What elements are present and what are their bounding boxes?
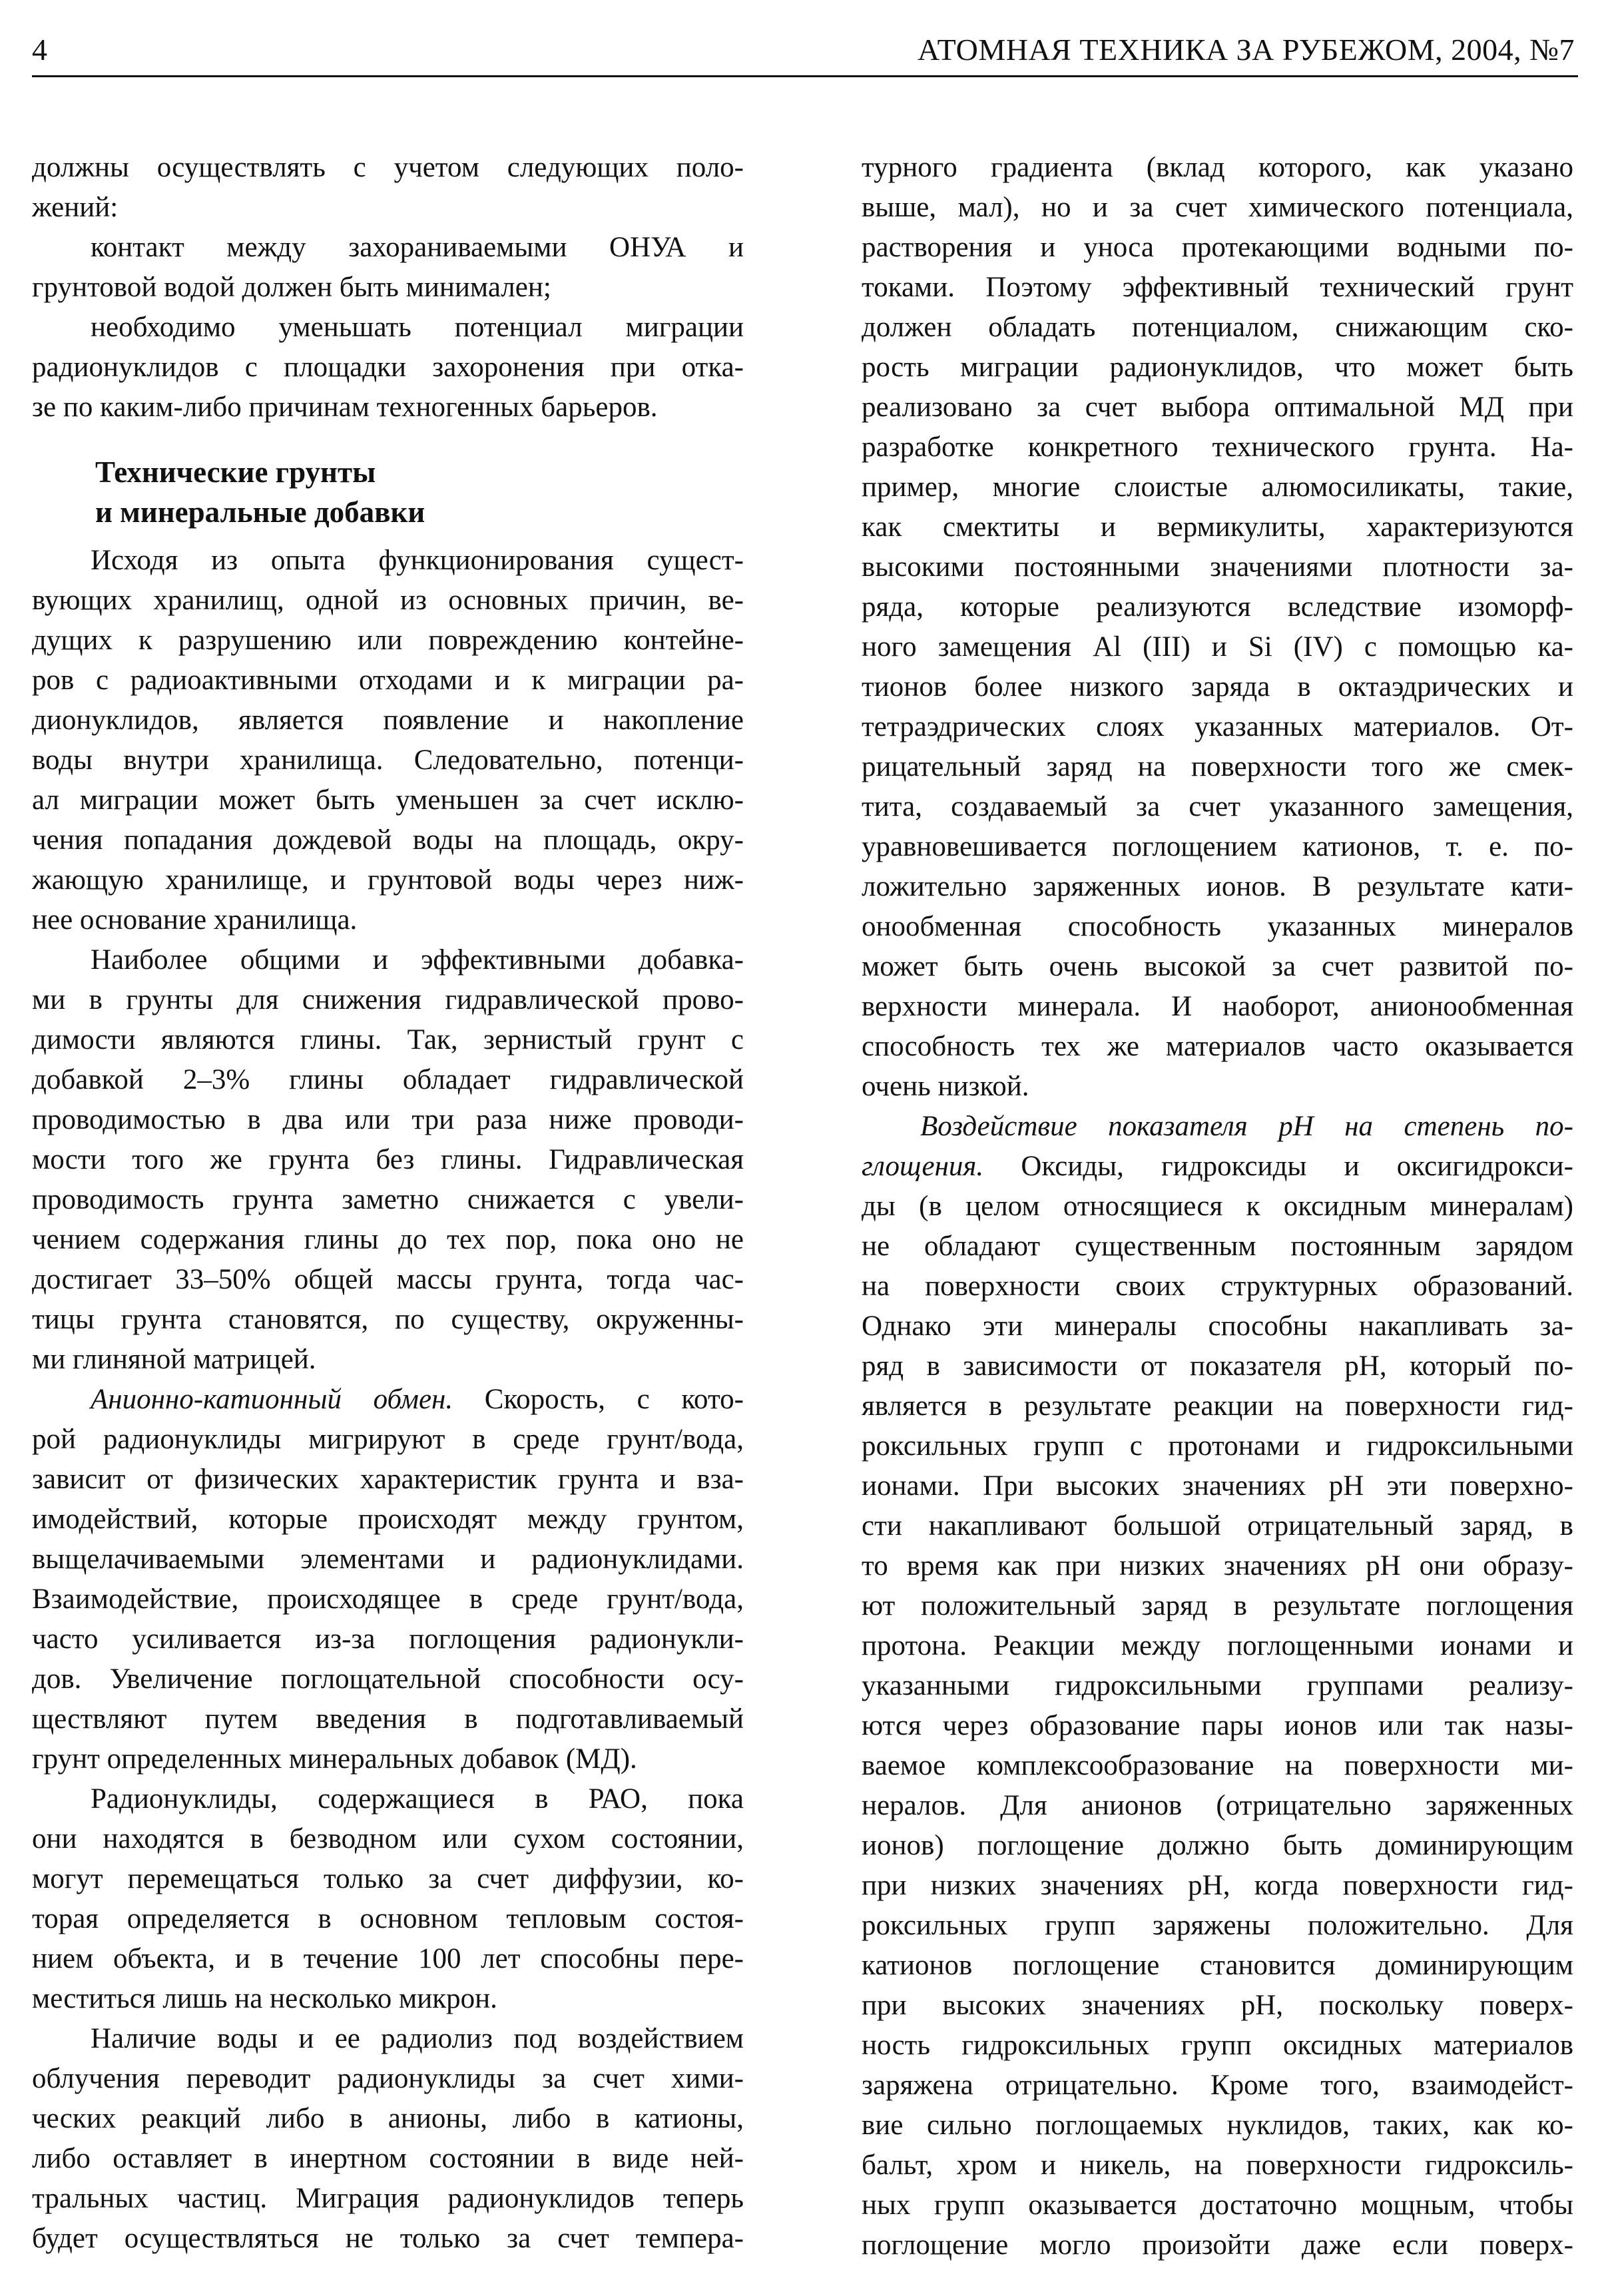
text-line: при высоких значениях pH, поскольку поверх-	[862, 1990, 1573, 2021]
text-line: ложительно заряженных ионов. В результате кати-	[862, 871, 1573, 902]
text-line: мости того же грунта без глины. Гидравлическая	[32, 1144, 744, 1175]
text-line: высокими постоянными значениями плотности за-	[862, 551, 1573, 583]
text-line: сти накапливают большой отрицательный заряд, в	[862, 1510, 1573, 1542]
text-line: тицы грунта становятся, по существу, окруженны-	[32, 1304, 744, 1335]
text-line: при низких значениях pH, когда поверхности гид-	[862, 1870, 1573, 1901]
text-line: добавкой 2–3% глины обладает гидравлической	[32, 1064, 744, 1095]
text-line: тионов более низкого заряда в октаэдрических и	[862, 671, 1573, 703]
paragraph	[32, 1380, 744, 1779]
text-line: вие сильно поглощаемых нуклидов, таких, как ко-	[862, 2110, 1573, 2141]
text-line: ного замещения Al (III) и Si (IV) с помощью ка-	[862, 631, 1573, 663]
text-line: Наличие воды и ее радиолиз под воздействием	[91, 2023, 744, 2054]
text-line: ваемое комплексообразование на поверхности ми-	[862, 1750, 1573, 1781]
text-line: поглощение могло произойти даже если поверх-	[862, 2229, 1573, 2261]
paragraph	[862, 148, 1573, 1107]
text-line: меститься лишь на несколько микрон.	[32, 1983, 497, 2014]
text-line: как смектиты и вермикулиты, характеризуются	[862, 511, 1573, 543]
text-run: Оксиды, гидроксиды и оксигидрокси-	[983, 1151, 1573, 1182]
italic-run-in: глощения.	[862, 1151, 984, 1182]
text-line: тита, создаваемый за счет указанного замещения,	[862, 791, 1573, 822]
right-column	[862, 148, 1573, 2265]
text-line: токами. Поэтому эффективный технический грунт	[862, 272, 1573, 303]
text-line: бальт, хром и никель, на поверхности гидроксиль-	[862, 2150, 1573, 2181]
paragraph	[32, 940, 744, 1380]
text-line: достигает 33–50% общей массы грунта, тогда час-	[32, 1264, 744, 1295]
text-line: реализовано за счет выбора оптимальной МД при	[862, 392, 1573, 423]
text-line: имодействий, которые происходят между грунтом,	[32, 1504, 744, 1535]
text-line: не обладают существенным постоянным зарядом	[862, 1231, 1573, 1262]
text-line: дов. Увеличение поглощательной способности осу-	[32, 1663, 744, 1695]
text-line: нее основание хранилища.	[32, 904, 358, 936]
text-line: воды внутри хранилища. Следовательно, потенци-	[32, 744, 744, 776]
section-heading	[32, 452, 744, 532]
text-line: Однако эти минералы способны накапливать за-	[862, 1310, 1573, 1342]
text-line: турного градиента (вклад которого, как указано	[862, 152, 1573, 183]
text-line: ческих реакций либо в анионы, либо в катионы,	[32, 2103, 744, 2134]
text-line: верхности минерала. И наоборот, анионообменная	[862, 991, 1573, 1022]
paragraph	[32, 541, 744, 940]
text-line: Исходя из опыта функционирования сущест-	[91, 545, 744, 576]
text-line: и минеральные добавки	[95, 495, 425, 529]
text-line: выше, мал), но и за счет химического потенциала,	[862, 192, 1573, 223]
text-line: ми глиняной матрицей.	[32, 1344, 316, 1375]
page-number: 4	[32, 33, 47, 67]
text-line: тетраэдрических слоях указанных материалов. От-	[862, 711, 1573, 742]
paragraph	[32, 148, 744, 228]
text-line: выщелачиваемыми элементами и радионуклидами.	[32, 1544, 744, 1575]
text-line: дионуклидов, является появление и накопление	[32, 705, 744, 736]
journal-title: АТОМНАЯ ТЕХНИКА ЗА РУБЕЖОМ, 2004, №7	[917, 33, 1575, 67]
text-line: протона. Реакции между поглощенными ионами и	[862, 1630, 1573, 1661]
text-line: ряда, которые реализуются вследствие изоморф-	[862, 591, 1573, 623]
text-line: радионуклидов с площадки захоронения при отка-	[32, 352, 744, 383]
text-line	[862, 1147, 1573, 1187]
text-line: ал миграции может быть уменьшен за счет исклю-	[32, 784, 744, 816]
text-line: вующих хранилищ, одной из основных причин, ве-	[32, 585, 744, 616]
text-line: либо оставляет в инертном состоянии в виде ней-	[32, 2143, 744, 2174]
text-line: уравновешивается поглощением катионов, т. е. по-	[862, 831, 1573, 862]
text-line: проводимость грунта заметно снижается с увели-	[32, 1184, 744, 1215]
text-line: рой радионуклиды мигрируют в среде грунт/вода,	[32, 1424, 744, 1455]
text-line: ются через образование пары ионов или так назы-	[862, 1710, 1573, 1741]
text-line: зависит от физических характеристик грунта и вза-	[32, 1464, 744, 1495]
paragraph	[32, 228, 744, 308]
text-line: тральных частиц. Миграция радионуклидов теперь	[32, 2183, 744, 2214]
text-line: ров с радиоактивными отходами и к миграции ра-	[32, 665, 744, 696]
text-line: ществляют путем введения в подготавливаемый	[32, 1703, 744, 1735]
paragraph	[32, 1779, 744, 2019]
text-run: Скорость, с кото-	[453, 1384, 744, 1415]
text-line: Радионуклиды, содержащиеся в РАО, пока	[91, 1783, 744, 1815]
text-line: могут перемещаться только за счет диффузии, ко-	[32, 1863, 744, 1894]
italic-run-in: Анионно-катионный обмен.	[91, 1384, 453, 1415]
text-line: рицательный заряд на поверхности того же смек-	[862, 751, 1573, 782]
text-line: ряд в зависимости от показателя pH, который по-	[862, 1350, 1573, 1382]
text-line: димости являются глины. Так, зернистый грунт с	[32, 1024, 744, 1055]
italic-run-in: Воздействие показателя pH на степень по-	[920, 1111, 1573, 1142]
text-line: заряжена отрицательно. Кроме того, взаимодейст-	[862, 2070, 1573, 2101]
text-line: очень низкой.	[862, 1071, 1029, 1102]
text-line: будет осуществляться не только за счет темпера-	[32, 2223, 744, 2254]
text-line: Взаимодействие, происходящее в среде грунт/вода,	[32, 1583, 744, 1615]
text-line: контакт между захораниваемыми ОНУА и	[91, 232, 744, 263]
text-line: чения попадания дождевой воды на площадь, окру-	[32, 824, 744, 856]
text-line: катионов поглощение становится доминирующим	[862, 1950, 1573, 1981]
text-line: жений:	[32, 192, 119, 223]
text-line: чением содержания глины до тех пор, пока оно не	[32, 1224, 744, 1255]
text-line: нералов. Для анионов (отрицательно заряженных	[862, 1790, 1573, 1821]
text-line: рость миграции радионуклидов, что может быть	[862, 352, 1573, 383]
text-line: нием объекта, и в течение 100 лет способны пере-	[32, 1943, 744, 1974]
text-line: ют положительный заряд в результате поглощения	[862, 1590, 1573, 1621]
text-line: растворения и уноса протекающими водными по-	[862, 232, 1573, 263]
text-line: то время как при низких значениях pH они образу-	[862, 1550, 1573, 1581]
text-line: грунт определенных минеральных добавок (МД).	[32, 1743, 637, 1775]
text-line: необходимо уменьшать потенциал миграции	[91, 312, 744, 343]
text-line: Наиболее общими и эффективными добавка-	[91, 944, 744, 976]
text-line: часто усиливается из-за поглощения радионукли-	[32, 1623, 744, 1655]
paragraph	[32, 308, 744, 428]
text-line: способность тех же материалов часто оказывается	[862, 1031, 1573, 1062]
header-rule	[32, 75, 1578, 77]
text-line: Технические грунты	[95, 455, 376, 489]
text-line: дущих к разрушению или повреждению контейне-	[32, 625, 744, 656]
text-line: облучения переводит радионуклиды за счет хими-	[32, 2063, 744, 2094]
text-line: онообменная способность указанных минералов	[862, 911, 1573, 942]
text-line: ды (в целом относящиеся к оксидным минералам)	[862, 1191, 1573, 1222]
paragraph	[32, 2019, 744, 2259]
paragraph	[862, 1107, 1573, 2265]
text-line: ных групп оказывается достаточно мощным, чтобы	[862, 2189, 1573, 2221]
text-line: ность гидроксильных групп оксидных материалов	[862, 2030, 1573, 2061]
text-line: они находятся в безводном или сухом состоянии,	[32, 1823, 744, 1855]
text-line	[862, 1107, 1573, 1147]
text-line: жающую хранилище, и грунтовой воды через ниж-	[32, 864, 744, 896]
text-line: разработке конкретного технического грунта. На-	[862, 431, 1573, 463]
text-line: должен обладать потенциалом, снижающим ско-	[862, 312, 1573, 343]
text-line: является в результате реакции на поверхности гид-	[862, 1390, 1573, 1422]
text-line: грунтовой водой должен быть минимален;	[32, 272, 551, 303]
text-line	[32, 1380, 744, 1420]
text-line: может быть очень высокой за счет развитой по-	[862, 951, 1573, 982]
text-line: ионами. При высоких значениях pH эти поверхно-	[862, 1470, 1573, 1502]
text-line: пример, многие слоистые алюмосиликаты, такие,	[862, 471, 1573, 503]
text-line: торая определяется в основном тепловым состоя-	[32, 1903, 744, 1934]
text-line: ионов) поглощение должно быть доминирующим	[862, 1830, 1573, 1861]
text-line: должны осуществлять с учетом следующих поло-	[32, 152, 744, 183]
text-line: на поверхности своих структурных образований.	[862, 1271, 1573, 1302]
text-line: роксильных групп с протонами и гидроксильными	[862, 1430, 1573, 1462]
text-line: зе по каким-либо причинам техногенных барьеров.	[32, 392, 658, 423]
text-line: роксильных групп заряжены положительно. Для	[862, 1910, 1573, 1941]
text-line: проводимостью в два или три раза ниже проводи-	[32, 1104, 744, 1135]
left-column	[32, 148, 744, 2259]
text-line: ми в грунты для снижения гидравлической прово-	[32, 984, 744, 1015]
text-line: указанными гидроксильными группами реализу-	[862, 1670, 1573, 1701]
